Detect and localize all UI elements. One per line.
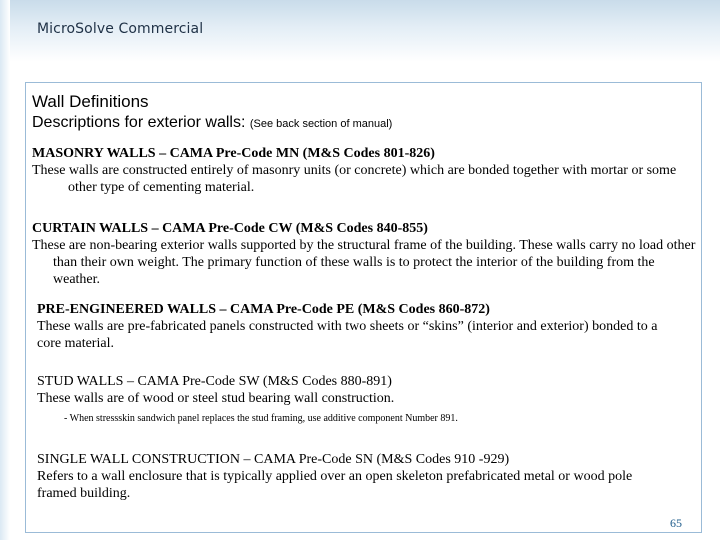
page-number: 65 bbox=[670, 516, 682, 530]
section-curtain bbox=[32, 220, 700, 288]
section-heading: SINGLE WALL CONSTRUCTION – CAMA Pre-Code SN (M&S Codes 910 -929) bbox=[37, 452, 510, 467]
section-body: These walls are constructed entirely of masonry units (or concrete) which are bonded together with mortar or some other type of cementing material. bbox=[32, 163, 677, 195]
slide-subtitle bbox=[32, 114, 392, 132]
section-heading: STUD WALLS – CAMA Pre-Code SW (M&S Codes 880-891) bbox=[37, 374, 392, 389]
section-pre-engineered bbox=[37, 301, 667, 352]
section-heading: CURTAIN WALLS – CAMA Pre-Code CW (M&S Codes 840-855) bbox=[32, 221, 428, 236]
section-body: These are non-bearing exterior walls supported by the structural frame of the building. These walls carry no load other than their own weight. The primary function of these walls is to protect the interior of the building from the weather. bbox=[32, 238, 696, 287]
left-edge-decoration bbox=[0, 0, 10, 540]
section-body: These walls are of wood or steel stud bearing wall construction. bbox=[37, 391, 395, 406]
slide-title: Wall Definitions bbox=[32, 92, 149, 111]
stud-note: - When stressskin sandwich panel replaces the stud framing, use additive component Number 891. bbox=[64, 413, 458, 424]
subtitle-text: Descriptions for exterior walls: bbox=[32, 114, 246, 131]
section-single-wall bbox=[37, 451, 652, 502]
subtitle-note: (See back section of manual) bbox=[249, 118, 393, 130]
section-body: Refers to a wall enclosure that is typically applied over an open skeleton prefabricated metal or wood pole framed building. bbox=[37, 469, 633, 501]
section-masonry bbox=[32, 145, 700, 196]
brand-title: MicroSolve Commercial bbox=[37, 21, 204, 37]
section-heading: MASONRY WALLS – CAMA Pre-Code MN (M&S Codes 801-826) bbox=[32, 146, 435, 161]
section-body: These walls are pre-fabricated panels constructed with two sheets or “skins” (interior and exterior) bonded to a core material. bbox=[37, 319, 658, 351]
section-stud bbox=[37, 373, 677, 407]
section-heading: PRE-ENGINEERED WALLS – CAMA Pre-Code PE (M&S Codes 860-872) bbox=[37, 302, 490, 317]
